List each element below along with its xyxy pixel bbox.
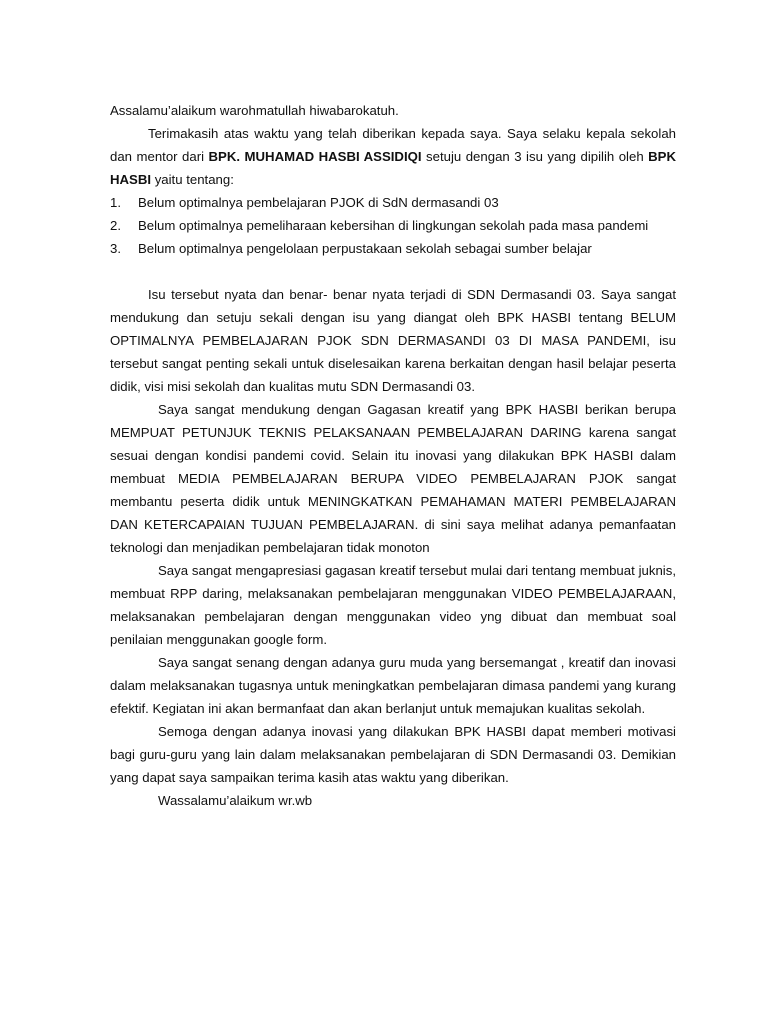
- body-paragraph-2: Saya sangat mendukung dengan Gagasan kreatif yang BPK HASBI berikan berupa MEMPUAT PETUNJUK TEKNIS PELAKSANAAN PEMBELAJARAN DARING karena sangat sesuai dengan kondisi pandemi covid. Selain itu inovasi yang dilakukan BPK HASBI dalam membuat MEDIA PEMBELAJARAN BERUPA VIDEO PEMBELAJARAN PJOK sangat membantu peserta didik untuk MENINGKATKAN PEMAHAMAN MATERI PEMBELAJARAN DAN KETERCAPAIAN TUJUAN PEMBELAJARAN. di sini saya melihat adanya pemanfaatan teknologi dan menjadikan pembelajaran tidak monoton: [110, 402, 676, 555]
- mentor-name-short: BPK HASBI: [110, 149, 676, 187]
- intro-paragraph: [110, 122, 676, 191]
- list-item-number: 2.: [110, 218, 121, 233]
- issue-list: [110, 191, 676, 260]
- spacer: [110, 260, 676, 283]
- list-item-text: Belum optimalnya pemeliharaan kebersihan di lingkungan sekolah pada masa pandemi: [138, 218, 649, 233]
- list-item: [110, 191, 676, 214]
- body-paragraph-1: Isu tersebut nyata dan benar- benar nyata terjadi di SDN Dermasandi 03. Saya sangat mendukung dan setuju sekali dengan isu yang diangat oleh BPK HASBI tentang BELUM OPTIMALNYA PEMBELAJARAN PJOK SDN DERMASANDI 03 DI MASA PANDEMI, isu tersebut sangat penting sekali untuk diselesaikan karena berkaitan dengan hasil belajar peserta didik, visi misi sekolah dan kualitas mutu SDN Dermasandi 03.: [110, 287, 676, 394]
- closing: Wassalamu’alaikum wr.wb: [158, 793, 313, 808]
- intro-text-3: yaitu tentang:: [151, 172, 234, 187]
- body-paragraph-4: Saya sangat senang dengan adanya guru muda yang bersemangat , kreatif dan inovasi dalam melaksanakan tugasnya untuk meningkatkan pembelajaran dimasa pandemi yang kurang efektif. Kegiatan ini akan bermanfaat dan akan berlanjut untuk memajukan kualitas sekolah.: [110, 655, 676, 716]
- greeting: Assalamu’alaikum warohmatullah hiwabarokatuh.: [110, 103, 399, 118]
- letter-body: [110, 99, 676, 812]
- list-item: [110, 214, 676, 237]
- list-item-number: 3.: [110, 241, 121, 256]
- intro-text-1: Terimakasih atas waktu yang telah diberikan kepada saya. Saya selaku kepala sekolah dan mentor dari: [110, 126, 676, 164]
- list-item-text: Belum optimalnya pengelolaan perpustakaan sekolah sebagai sumber belajar: [138, 241, 592, 256]
- body-paragraph-5: Semoga dengan adanya inovasi yang dilakukan BPK HASBI dapat memberi motivasi bagi guru-guru yang lain dalam melaksanakan pembelajaran di SDN Dermasandi 03. Demikian yang dapat saya sampaikan terima kasih atas waktu yang diberikan.: [110, 724, 676, 785]
- mentor-name-full: BPK. MUHAMAD HASBI ASSIDIQI: [208, 149, 422, 164]
- intro-text-2: setuju dengan 3 isu yang dipilih oleh: [421, 149, 649, 164]
- list-item-number: 1.: [110, 195, 121, 210]
- body-paragraph-3: Saya sangat mengapresiasi gagasan kreatif tersebut mulai dari tentang membuat juknis, membuat RPP daring, melaksanakan pembelajaran menggunakan VIDEO PEMBELAJARAAN, melaksanakan pembelajaran dengan menggunakan video yng dibuat dan membuat soal penilaian menggunakan google form.: [110, 563, 676, 647]
- list-item-text: Belum optimalnya pembelajaran PJOK di SdN dermasandi 03: [138, 195, 499, 210]
- list-item: [110, 237, 676, 260]
